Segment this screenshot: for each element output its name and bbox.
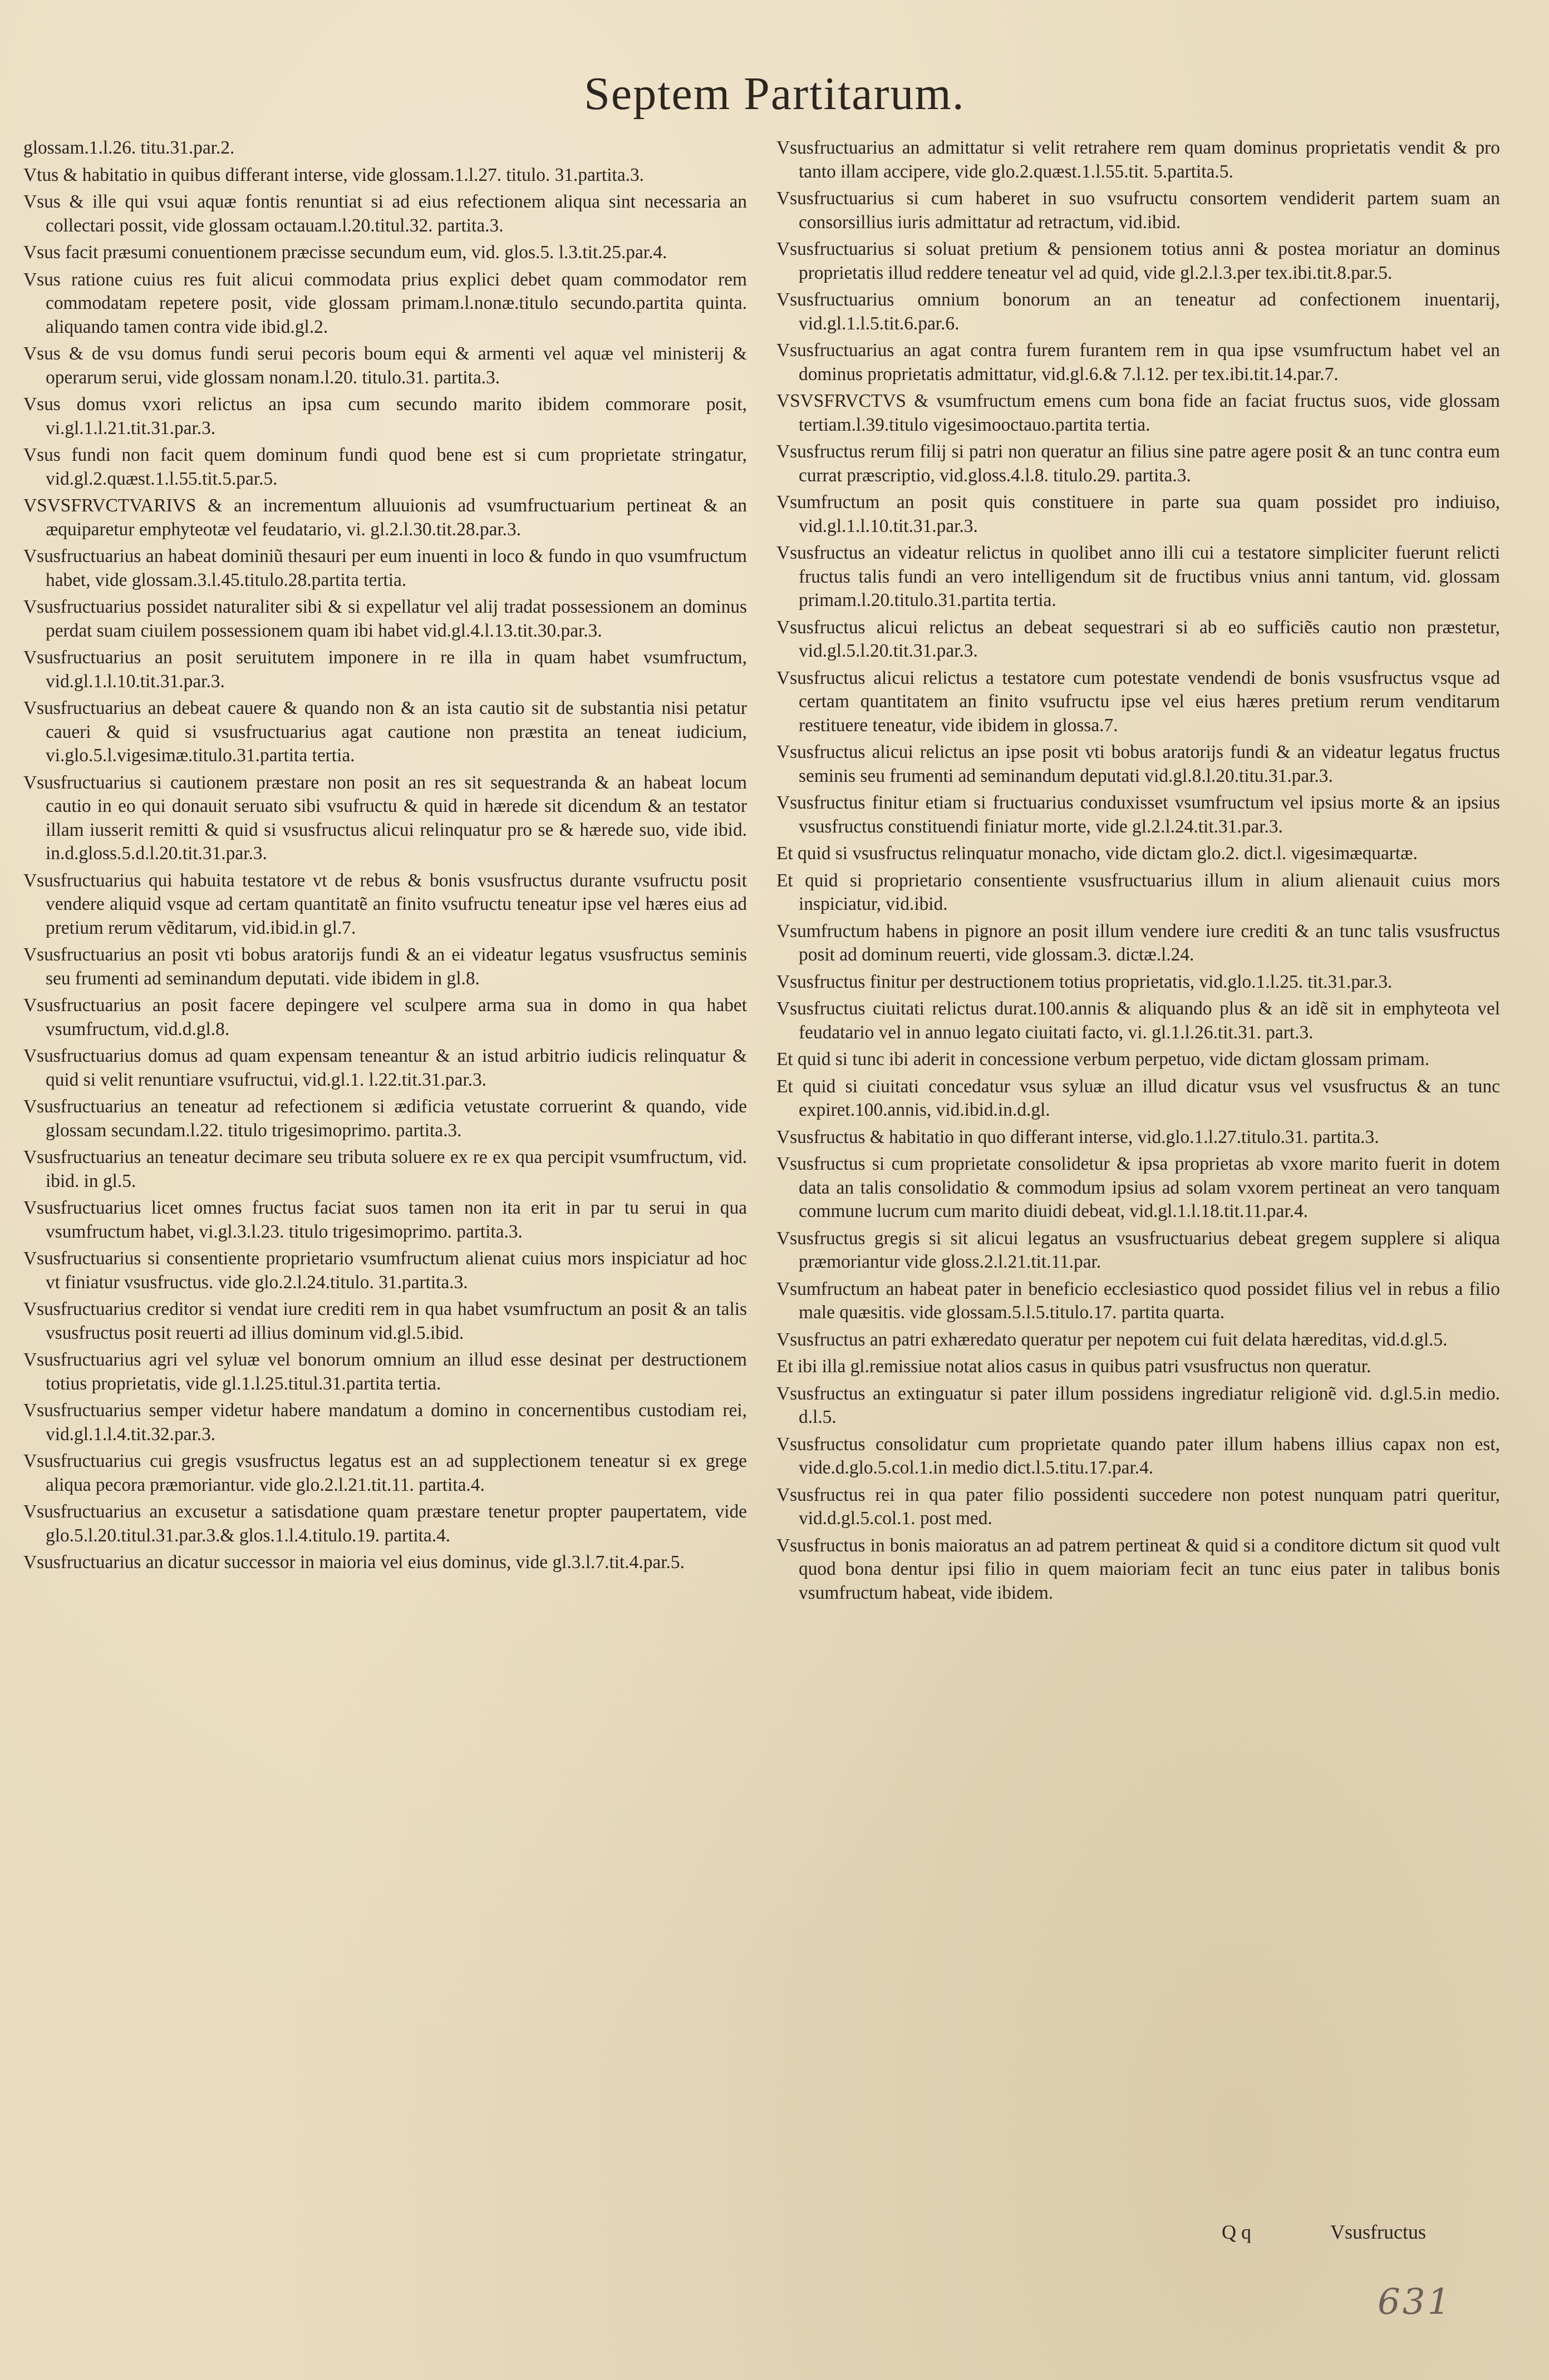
index-entry: Vsusfructuarius an debeat cauere & quando non & an ista cautio sit de substantia nisi petatur caueri & quid si vsusfructuarius agat cautione non præstita an teneat iudicium, vi.glo.5.l.vigesimæ.titulo.31.partita tertia. (23, 698, 747, 766)
index-entry: Vsusfructuarius domus ad quam expensam teneantur & an istud arbitrio iudicis relinquatur & quid si velit renuntiare vsufructui, vid.gl.1. l.22.tit.31.par.3. (23, 1046, 747, 1090)
index-entry: Vsusfructus finitur per destructionem totius proprietatis, vid.glo.1.l.25. tit.31.par.3. (776, 971, 1393, 992)
index-entry: Et quid si vsusfructus relinquatur monacho, vide dictam glo.2. dict.l. vigesimæquartæ. (776, 843, 1418, 864)
index-entry: Vsus facit præsumi conuentionem præcisse secundum eum, vid. glos.5. l.3.tit.25.par.4. (23, 242, 667, 263)
index-entry: Vsusfructuarius si cum haberet in suo vsufructu consortem vendiderit partem suam an consorsillius iuris admittatur ad retractum, vid.ibid. (776, 188, 1500, 233)
index-entry: Vsusfructus an extinguatur si pater illum possidens ingrediatur religionẽ vid. d.gl.5.in medio. d.l.5. (776, 1383, 1500, 1427)
index-entry: Vsusfructuarius licet omnes fructus faciat suos tamen non ita erit in par tu serui in qua vsumfructum habet, vi.gl.3.l.23. titulo trigesimoprimo. partita.3. (23, 1198, 747, 1242)
index-entry: Vsusfructuarius si soluat pretium & pensionem totius anni & postea moriatur an dominus proprietatis illud reddere teneatur vel ad quid, vide gl.2.l.3.per tex.ibi.tit.8.par.5. (776, 239, 1500, 283)
index-entry: Vsus & de vsu domus fundi serui pecoris boum equi & armenti vel aquæ vel ministerij & operarum serui, vide glossam nonam.l.20. titulo.31. partita.3. (23, 343, 747, 388)
index-entry: VSVSFRVCTVARIVS & an incrementum alluuionis ad vsumfructuarium pertineat & an æquiparetur emphyteotæ vel feudatario, vi. gl.2.l.30.tit.28.par.3. (23, 495, 747, 540)
index-entry: Vsumfructum an posit quis constituere in parte sua quam possidet pro indiuiso, vid.gl.1.l.10.tit.31.par.3. (776, 492, 1500, 536)
index-entry: Vsus fundi non facit quem dominum fundi quod bene est si cum proprietate stringatur, vid.gl.2.quæst.1.l.55.tit.5.par.5. (23, 445, 747, 489)
index-entry: Vsusfructus si cum proprietate consolidetur & ipsa proprietas ab vxore marito fuerit in dotem data an talis consolidatio & commodum ipsius ad solam vxorem pertineat an vero tanquam commune lucrum cum marito diuidi debeat, vid.gl.1.l.18.tit.11.par.4. (776, 1154, 1500, 1221)
index-entry: Vsusfructuarius an posit vti bobus aratorijs fundi & an ei videatur legatus vsusfructus seminis seu frumenti ad seminandum deputati. vide ibidem in gl.8. (23, 944, 747, 989)
index-entry: Vsusfructus alicui relictus an debeat sequestrari si ab eo sufficiẽs cautio non præstetur, vid.gl.5.l.20.tit.31.par.3. (776, 617, 1500, 661)
index-entry: Vsus ratione cuius res fuit alicui commodata prius explici debet quam commodator rem commodatam repetere posit, vide glossam primam.l.nonæ.titulo secundo.partita quinta. aliquando tamen contra vide ibid.gl.2. (23, 269, 747, 337)
index-entry: Vsusfructus & habitatio in quo differant interse, vid.glo.1.l.27.titulo.31. partita.3. (776, 1126, 1379, 1147)
index-entry: Vsusfructuarius an dicatur successor in maioria vel eius dominus, vide gl.3.l.7.tit.4.par.5. (23, 1552, 685, 1573)
signature-mark: Q q (1222, 2221, 1251, 2243)
running-header: Septem Partitarum. (584, 68, 965, 120)
index-entry: Et quid si proprietario consentiente vsusfructuarius illum in alium alienauit cuius mors inspiciatur, vid.ibid. (776, 870, 1500, 914)
index-entry: Vsusfructuarius possidet naturaliter sibi & si expellatur vel alij tradat possessionem an dominus perdat suam ciuilem possessionem quam ibi habet vid.gl.4.l.13.tit.30.par.3. (23, 597, 747, 641)
index-entry: Vsusfructuarius cui gregis vsusfructus legatus est an ad supplectionem teneatur si ex grege aliqua pecora præmoriantur. vide glo.2.l.21.tit.11. partita.4. (23, 1451, 747, 1495)
index-entry: Vsusfructuarius an teneatur decimare seu tributa soluere ex re ex qua percipit vsumfructum, vid. ibid. in gl.5. (23, 1147, 747, 1191)
index-entry: Vsusfructus consolidatur cum proprietate quando pater illum habens illius capax non est, vide.d.glo.5.col.1.in medio dict.l.5.titu.17.par.4. (776, 1433, 1500, 1478)
index-entry: glossam.1.l.26. titu.31.par.2. (23, 137, 235, 158)
index-entry: Vsusfructus gregis si sit alicui legatus an vsusfructuarius debeat gregem supplere si aliqua præmoriantur vide gloss.2.l.21.tit.11.par. (776, 1228, 1500, 1272)
index-entry: Vsusfructus in bonis maioratus an ad patrem pertineat & quid si a conditore dictum sit quod vult quod bona dentur ipsi filio in quem maioriam fecit an tunc eius pater in talibus bonis vsumfructum habeat, vide ibidem. (776, 1535, 1500, 1603)
index-entry: Vsusfructuarius semper videtur habere mandatum a domino in concernentibus custodiam rei, vid.gl.1.l.4.tit.32.par.3. (23, 1400, 747, 1445)
index-entry: Vsusfructus rerum filij si patri non queratur an filius sine patre agere posit & an tunc contra eum currat præscriptio, vid.gloss.4.l.8. titulo.29. partita.3. (776, 441, 1500, 486)
index-entry: Vsusfructuarius an teneatur ad refectionem si ædificia vetustate corruerint & quando, vide glossam secundam.l.22. titulo trigesimoprimo. partita.3. (23, 1096, 747, 1141)
index-entry: Vsusfructuarius an admittatur si velit retrahere rem quam dominus proprietatis vendit & pro tanto illam accipere, vide glo.2.quæst.1.l.55.tit. 5.partita.5. (776, 137, 1500, 182)
index-entry: Vsusfructus an videatur relictus in quolibet anno illi cui a testatore simpliciter fuerunt relicti fructus talis fundi an vero intelligendum sit de fructibus vnius anni tantum, vid. glossam primam.l.20.titulo.31.partita tertia. (776, 543, 1500, 610)
index-entry: Vsusfructuarius an excusetur a satisdatione quam præstare tenetur propter paupertatem, vide glo.5.l.20.titul.31.par.3.& glos.1.l.4.titulo.19. partita.4. (23, 1501, 747, 1546)
index-entry: Vtus & habitatio in quibus differant interse, vide glossam.1.l.27. titulo. 31.partita.3. (23, 164, 645, 185)
folio-number: 631 (1378, 2282, 1453, 2323)
index-entry: Vsumfructum an habeat pater in beneficio ecclesiastico quod possidet filius vel in rebus a filio male quæsitis. vide glossam.5.l.5.titulo.17. partita quarta. (776, 1278, 1500, 1323)
index-entry: Vsusfructuarius qui habuita testatore vt de rebus & bonis vsusfructus durante vsufructu posit vendere aliquid vsque ad certam quantitatẽ an finito vsufructu teneatur ipse vel hæres eius ad pretium rerum vẽditarum, vid.ibid.in gl.7. (23, 870, 747, 938)
index-entry: Vsusfructus an patri exhæredato queratur per nepotem cui fuit delata hæreditas, vid.d.gl.5. (776, 1329, 1448, 1350)
catchword: Vsusfructus (1330, 2221, 1426, 2243)
index-entry: Vsusfructus ciuitati relictus durat.100.annis & aliquando plus & an idẽ sit in emphyteota vel feudatario vel in annuo legato ciuitati facto, vi. gl.1.l.26.tit.31. part.3. (776, 998, 1500, 1043)
index-entry: Vsusfructus alicui relictus a testatore cum potestate vendendi de bonis vsusfructus vsque ad certam quantitatem an finito vsufructu ipse vel eius hæres pretium rerum venditarum restituere teneatur, vide ibidem in glossa.7. (776, 667, 1500, 736)
index-entry: Vsusfructuarius si consentiente proprietario vsumfructum alienat cuius mors inspiciatur ad hoc vt finiatur vsusfructus. vide glo.2.l.24.titulo. 31.partita.3. (23, 1248, 747, 1293)
right-column (776, 136, 1500, 1608)
index-entry: Vsusfructuarius creditor si vendat iure crediti rem in qua habet vsumfructum an posit & an talis vsusfructus posit reuerti ad illius dominum vid.gl.5.ibid. (23, 1299, 747, 1343)
index-entry: Vsusfructuarius an agat contra furem furantem rem in qua ipse vsumfructum habet vel an dominus proprietatis admittatur, vid.gl.6.& 7.l.12. per tex.ibi.tit.14.par.7. (776, 340, 1500, 385)
index-entry: Vsusfructuarius an posit facere depingere vel sculpere arma sua in domo in qua habet vsumfructum, vid.d.gl.8. (23, 995, 747, 1039)
index-entry: Et ibi illa gl.remissiue notat alios casus in quibus patri vsusfructus non queratur. (776, 1356, 1371, 1377)
index-entry: Vsusfructus finitur etiam si fructuarius conduxisset vsumfructum vel ipsius morte & an ipsius vsusfructus constituendi finiatur morte, vide gl.2.l.24.tit.31.par.3. (776, 792, 1500, 837)
index-entry: Vsusfructuarius omnium bonorum an an teneatur ad confectionem inuentarij, vid.gl.1.l.5.tit.6.par.6. (776, 289, 1500, 334)
index-entry: Vsusfructus alicui relictus an ipse posit vti bobus aratorijs fundi & an videatur legatus fructus seminis seu frumenti ad seminandum deputati vid.gl.8.l.20.titu.31.par.3. (776, 742, 1500, 786)
index-entry: Vsusfructuarius agri vel syluæ vel bonorum omnium an illud esse desinat per destructionem totius proprietatis, vide gl.1.l.25.titul.31.partita tertia. (23, 1349, 747, 1394)
index-entry: Vsusfructuarius an posit seruitutem imponere in re illa in quam habet vsumfructum, vid.gl.1.l.10.tit.31.par.3. (23, 647, 747, 692)
index-entry: Vsus domus vxori relictus an ipsa cum secundo marito ibidem commorare posit, vi.gl.1.l.21.tit.31.par.3. (23, 394, 747, 438)
left-column (23, 136, 747, 1578)
index-entry: Vsusfructuarius si cautionem præstare non posit an res sit sequestranda & an habeat locum cautio in eo qui donauit seruato sibi vsufructu & quid in hærede sit dicendum & an testator illam iusserit remitti & quid si vsusfructus alicui relinquatur pro se & hærede suo, vide ibid. in.d.gloss.5.d.l.20.tit.31.par.3. (23, 772, 747, 864)
index-entry: Et quid si tunc ibi aderit in concessione verbum perpetuo, vide dictam glossam primam. (776, 1049, 1430, 1070)
index-entry: Vsus & ille qui vsui aquæ fontis renuntiat si ad eius refectionem aliqua sint necessaria an collectari possit, vide glossam octauam.l.20.titul.32. partita.3. (23, 191, 747, 236)
index-entry: Vsusfructus rei in qua pater filio possidenti succedere non potest nunquam patri queritur, vid.d.gl.5.col.1. post med. (776, 1484, 1500, 1529)
index-entry: VSVSFRVCTVS & vsumfructum emens cum bona fide an faciat fructus suos, vide glossam tertiam.l.39.titulo vigesimooctauo.partita tertia. (776, 391, 1500, 435)
index-entry: Vsumfructum habens in pignore an posit illum vendere iure crediti & an tunc talis vsusfructus posit ad dominum reuerti, vide glossam.3. dictæ.l.24. (776, 920, 1500, 965)
index-entry: Vsusfructuarius an habeat dominiũ thesauri per eum inuenti in loco & fundo in quo vsumfructum habet, vide glossam.3.l.45.titulo.28.partita tertia. (23, 546, 747, 590)
index-entry: Et quid si ciuitati concedatur vsus syluæ an illud dicatur vsus vel vsusfructus & an tunc expiret.100.annis, vid.ibid.in.d.gl. (776, 1076, 1500, 1120)
